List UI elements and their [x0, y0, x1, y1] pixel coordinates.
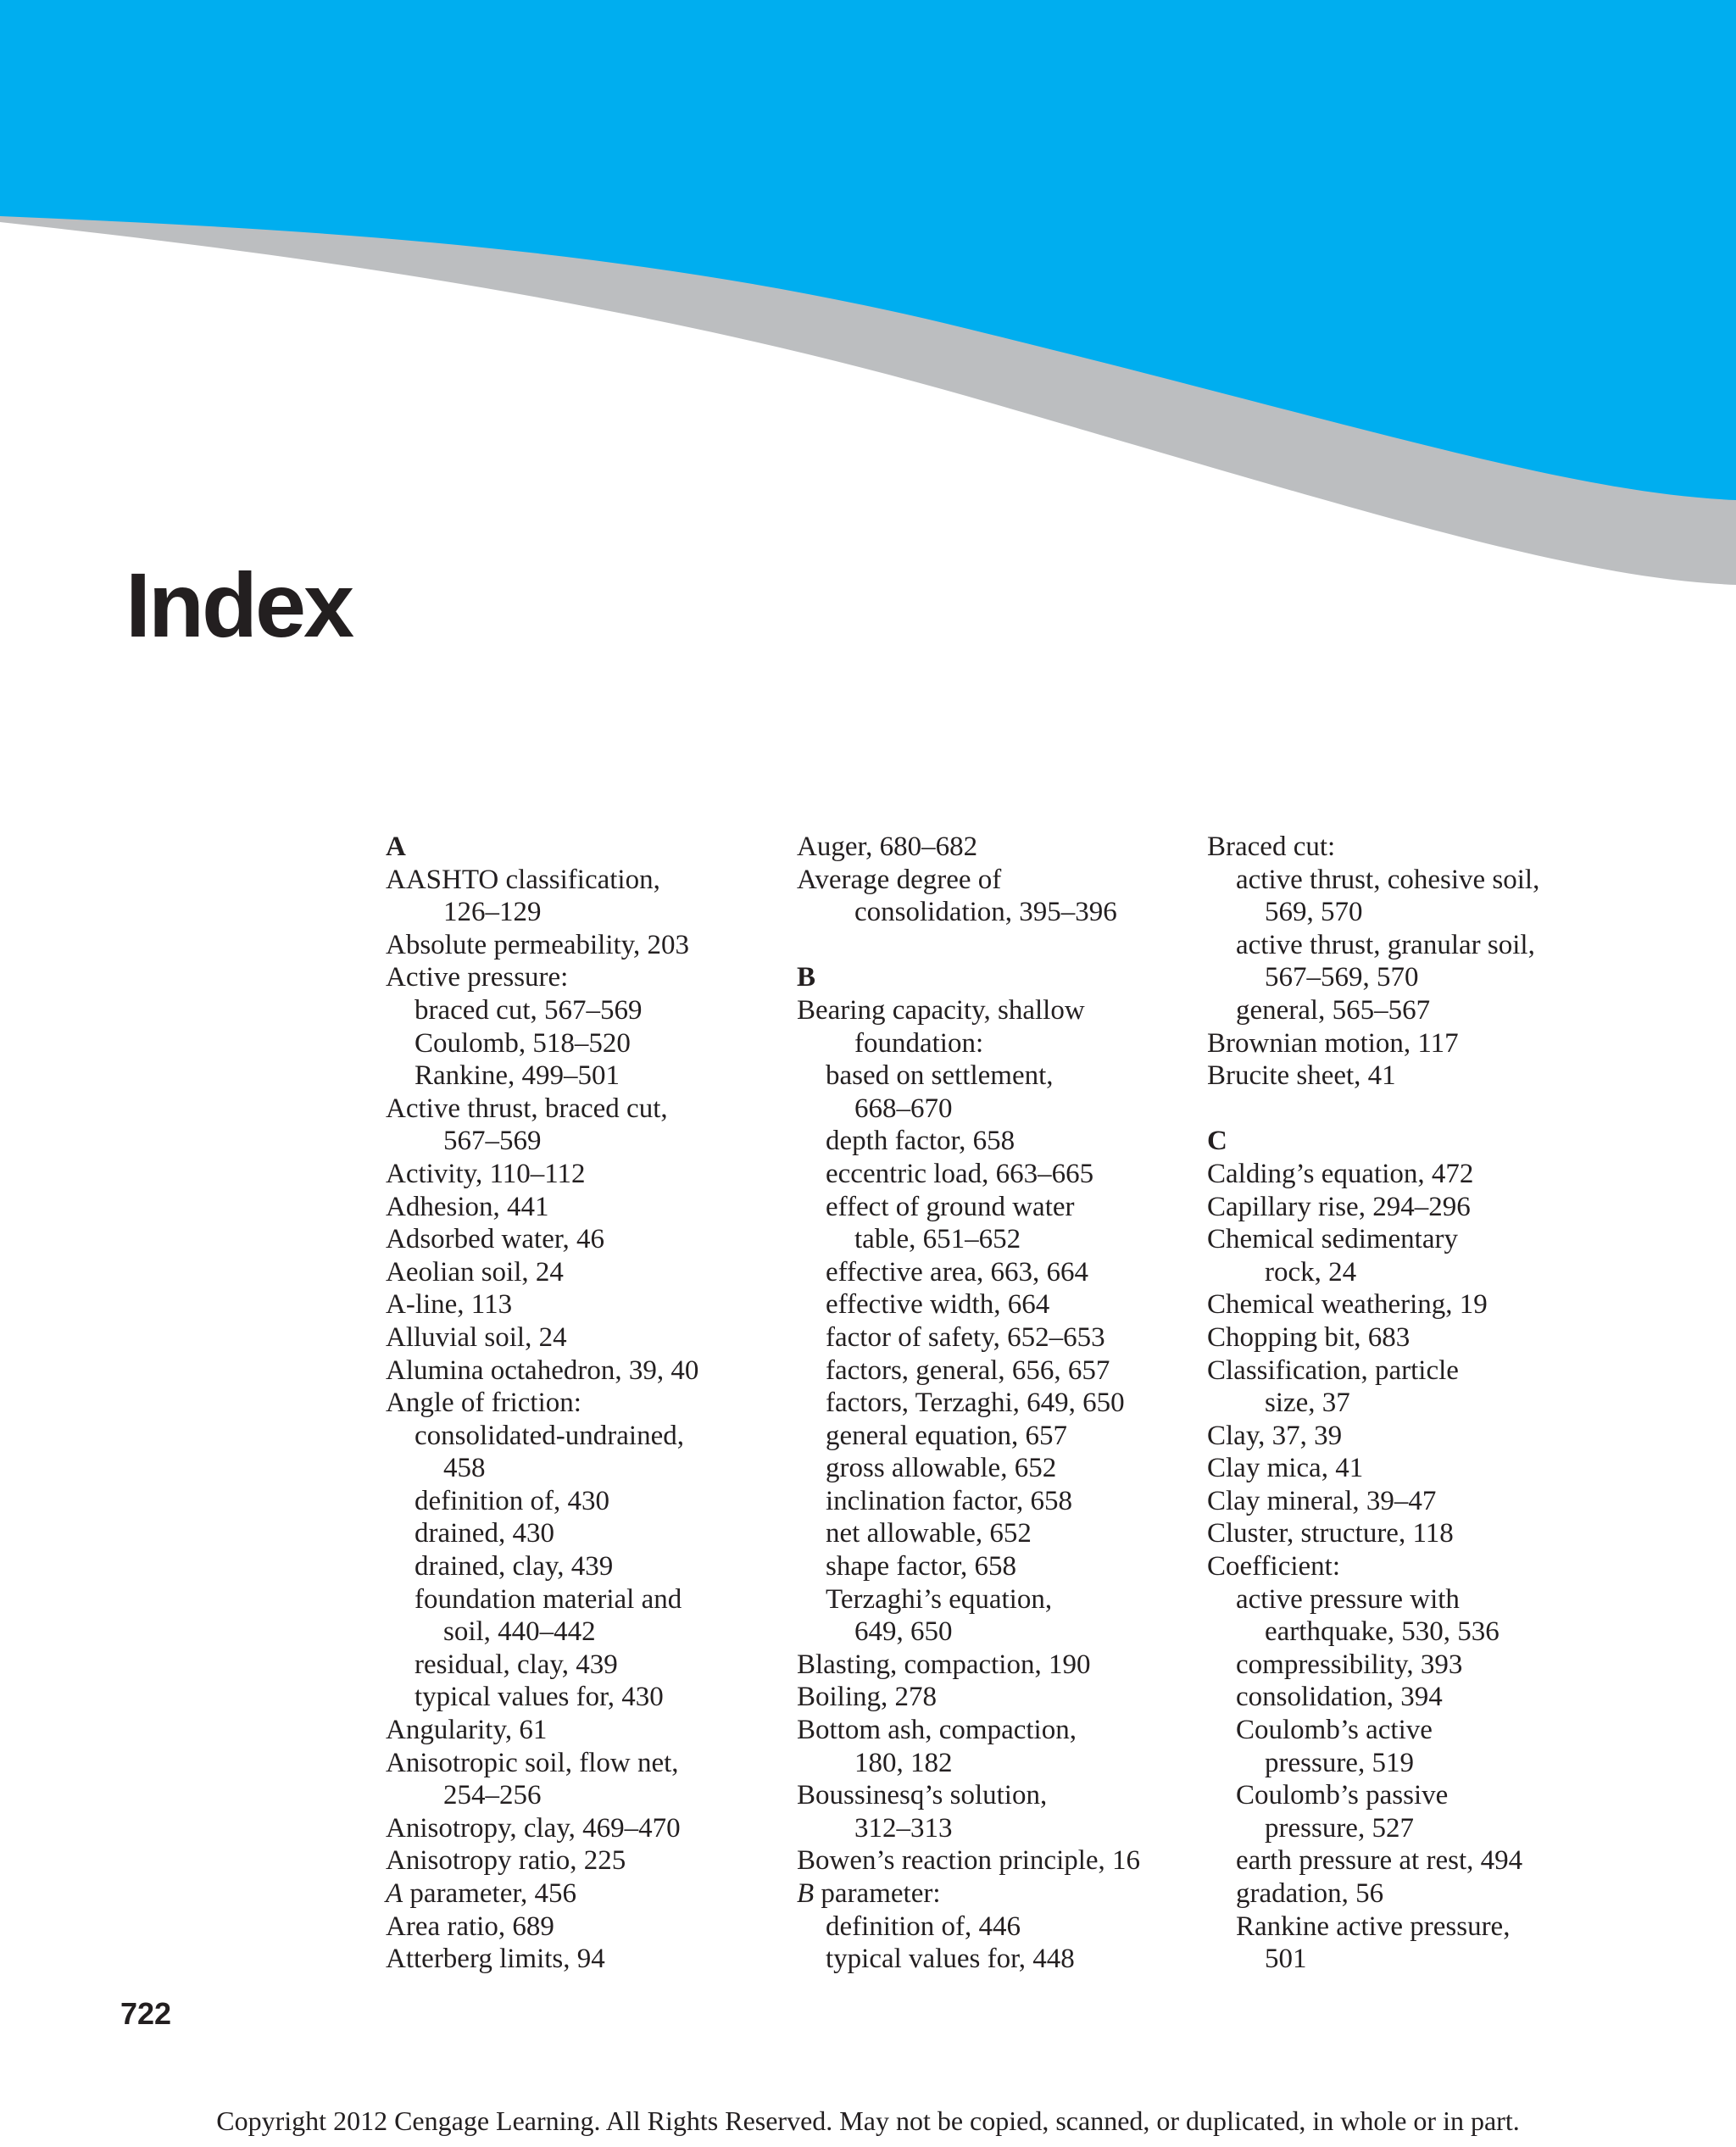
index-subentry: compressibility, 393 — [1236, 1649, 1463, 1680]
copyright-footer: Copyright 2012 Cengage Learning. All Rights Reserved. May not be copied, scanned, or duplicated, in whole or in part. — [216, 2105, 1520, 2136]
index-subentry: consolidation, 394 — [1236, 1682, 1443, 1713]
index-entry: Bottom ash, compaction, — [797, 1715, 1077, 1746]
header-wave-banner — [0, 0, 1736, 593]
index-entry: Active pressure: — [386, 962, 569, 993]
section-spacer — [1207, 1093, 1631, 1126]
index-subentry: factors, general, 656, 657 — [826, 1354, 1110, 1386]
index-entry: Absolute permeability, 203 — [386, 929, 690, 960]
index-subentry: inclination factor, 658 — [826, 1485, 1073, 1516]
index-subentry: residual, clay, 439 — [415, 1649, 618, 1680]
index-entry: Blasting, compaction, 190 — [797, 1649, 1091, 1680]
index-entry: Aeolian soil, 24 — [386, 1256, 564, 1288]
index-entry: Anisotropic soil, flow net, — [386, 1747, 679, 1778]
index-entry-continuation: pressure, 527 — [1265, 1812, 1414, 1844]
index-entry-continuation: earthquake, 530, 536 — [1265, 1616, 1500, 1648]
index-entry: Clay mineral, 39–47 — [1207, 1485, 1437, 1516]
index-entry: Alluvial soil, 24 — [386, 1321, 567, 1353]
index-entry-continuation: 458 — [443, 1453, 486, 1484]
index-entry: Brucite sheet, 41 — [1207, 1060, 1396, 1092]
entry-italic-symbol: A — [386, 1878, 403, 1909]
index-entry: Boussinesq’s solution, — [797, 1780, 1048, 1811]
index-entry: Bowen’s reaction principle, 16 — [797, 1845, 1141, 1877]
index-subentry: effective width, 664 — [826, 1289, 1050, 1321]
index-entry: Auger, 680–682 — [797, 832, 978, 862]
index-subentry: Rankine active pressure, — [1236, 1911, 1511, 1942]
index-entry: Anisotropy ratio, 225 — [386, 1845, 626, 1877]
entry-text: parameter: — [814, 1878, 941, 1909]
section-spacer — [797, 929, 1195, 962]
index-entry-continuation: 569, 570 — [1265, 897, 1363, 928]
index-column-2 — [797, 831, 1195, 1976]
index-subentry: based on settlement, — [826, 1060, 1054, 1092]
index-subentry: definition of, 430 — [415, 1485, 610, 1516]
index-subentry: factor of safety, 652–653 — [826, 1321, 1105, 1353]
index-entry: Adhesion, 441 — [386, 1191, 549, 1222]
index-entry-continuation: foundation: — [854, 1027, 984, 1059]
index-subentry: eccentric load, 663–665 — [826, 1158, 1094, 1189]
index-section-letter: B — [797, 962, 816, 993]
index-subentry: Terzaghi’s equation, — [826, 1583, 1053, 1615]
index-entry: Bearing capacity, shallow — [797, 994, 1085, 1026]
index-entry: Calding’s equation, 472 — [1207, 1158, 1474, 1189]
index-entry: Brownian motion, 117 — [1207, 1027, 1459, 1059]
index-entry: AASHTO classification, — [386, 864, 660, 895]
index-entry-continuation: 126–129 — [443, 897, 542, 928]
index-entry: A-line, 113 — [386, 1289, 513, 1321]
index-entry: Anisotropy, clay, 469–470 — [386, 1812, 681, 1844]
index-subentry: typical values for, 448 — [826, 1944, 1075, 1975]
index-entry: Area ratio, 689 — [386, 1911, 554, 1942]
index-entry: Boiling, 278 — [797, 1682, 938, 1713]
index-entry-continuation: 254–256 — [443, 1780, 542, 1811]
index-subentry: Coulomb, 518–520 — [415, 1027, 631, 1059]
index-entry: Chopping bit, 683 — [1207, 1321, 1410, 1353]
index-entry: Capillary rise, 294–296 — [1207, 1191, 1471, 1222]
index-entry: Classification, particle — [1207, 1354, 1459, 1386]
index-entry: Angularity, 61 — [386, 1715, 548, 1746]
index-entry-continuation: pressure, 519 — [1265, 1747, 1414, 1778]
index-entry: Alumina octahedron, 39, 40 — [386, 1354, 699, 1386]
index-subentry: consolidated-undrained, — [415, 1420, 684, 1451]
index-subentry: factors, Terzaghi, 649, 650 — [826, 1388, 1125, 1419]
entry-italic-symbol: B — [797, 1878, 815, 1909]
index-entry: Active thrust, braced cut, — [386, 1093, 668, 1124]
index-subentry: depth factor, 658 — [826, 1126, 1015, 1157]
index-entry: Adsorbed water, 46 — [386, 1224, 605, 1255]
page-number: 722 — [120, 1996, 172, 2031]
index-subentry: drained, 430 — [415, 1518, 554, 1549]
index-subentry: general equation, 657 — [826, 1420, 1067, 1451]
index-entry: Coefficient: — [1207, 1551, 1341, 1582]
index-subentry: effect of ground water — [826, 1191, 1075, 1222]
index-entry-continuation: 312–313 — [854, 1812, 953, 1844]
index-column-1 — [386, 831, 784, 1976]
index-entry: Cluster, structure, 118 — [1207, 1518, 1454, 1549]
index-subentry: active thrust, granular soil, — [1236, 929, 1535, 960]
index-entry-continuation: 668–670 — [854, 1093, 953, 1124]
index-entry: Braced cut: — [1207, 832, 1336, 862]
index-entry-continuation: 649, 650 — [854, 1616, 953, 1648]
index-entry-continuation: consolidation, 395–396 — [854, 897, 1117, 928]
entry-text: parameter, 456 — [403, 1878, 577, 1909]
index-entry — [386, 1877, 784, 1911]
index-subentry: definition of, 446 — [826, 1911, 1021, 1942]
index-subentry: effective area, 663, 664 — [826, 1256, 1088, 1288]
index-subentry: drained, clay, 439 — [415, 1551, 614, 1582]
index-entry — [797, 1877, 1195, 1911]
index-subentry: gross allowable, 652 — [826, 1453, 1057, 1484]
index-subentry: braced cut, 567–569 — [415, 994, 643, 1026]
index-subentry: net allowable, 652 — [826, 1518, 1032, 1549]
index-subentry: gradation, 56 — [1236, 1878, 1384, 1909]
index-subentry: Rankine, 499–501 — [415, 1060, 620, 1092]
index-column-3 — [1207, 831, 1631, 1976]
index-subentry: Coulomb’s passive — [1236, 1780, 1449, 1811]
index-entry-continuation: rock, 24 — [1265, 1256, 1357, 1288]
index-entry: Angle of friction: — [386, 1388, 581, 1419]
index-subentry: shape factor, 658 — [826, 1551, 1017, 1582]
index-entry: Atterberg limits, 94 — [386, 1944, 605, 1975]
index-entry-continuation: 567–569 — [443, 1126, 542, 1157]
index-entry: Chemical weathering, 19 — [1207, 1289, 1488, 1321]
index-entry-continuation: soil, 440–442 — [443, 1616, 596, 1648]
index-subentry: foundation material and — [415, 1583, 682, 1615]
index-entry: Chemical sedimentary — [1207, 1224, 1458, 1255]
index-entry-continuation: size, 37 — [1265, 1388, 1350, 1419]
index-entry-continuation: table, 651–652 — [854, 1224, 1021, 1255]
index-entry: Average degree of — [797, 864, 1002, 895]
index-subentry: active thrust, cohesive soil, — [1236, 864, 1540, 895]
index-entry: Clay mica, 41 — [1207, 1453, 1364, 1484]
index-section-letter: A — [386, 832, 406, 862]
index-subentry: typical values for, 430 — [415, 1682, 664, 1713]
index-entry: Clay, 37, 39 — [1207, 1420, 1343, 1451]
index-entry: Activity, 110–112 — [386, 1158, 586, 1189]
index-section-letter: C — [1207, 1126, 1227, 1157]
index-subentry: Coulomb’s active — [1236, 1715, 1433, 1746]
page-title: Index — [125, 553, 353, 656]
index-subentry: earth pressure at rest, 494 — [1236, 1845, 1523, 1877]
index-entry-continuation: 501 — [1265, 1944, 1307, 1975]
index-entry-continuation: 180, 182 — [854, 1747, 953, 1778]
index-subentry: active pressure with — [1236, 1583, 1460, 1615]
index-entry-continuation: 567–569, 570 — [1265, 962, 1419, 993]
index-subentry: general, 565–567 — [1236, 994, 1431, 1026]
